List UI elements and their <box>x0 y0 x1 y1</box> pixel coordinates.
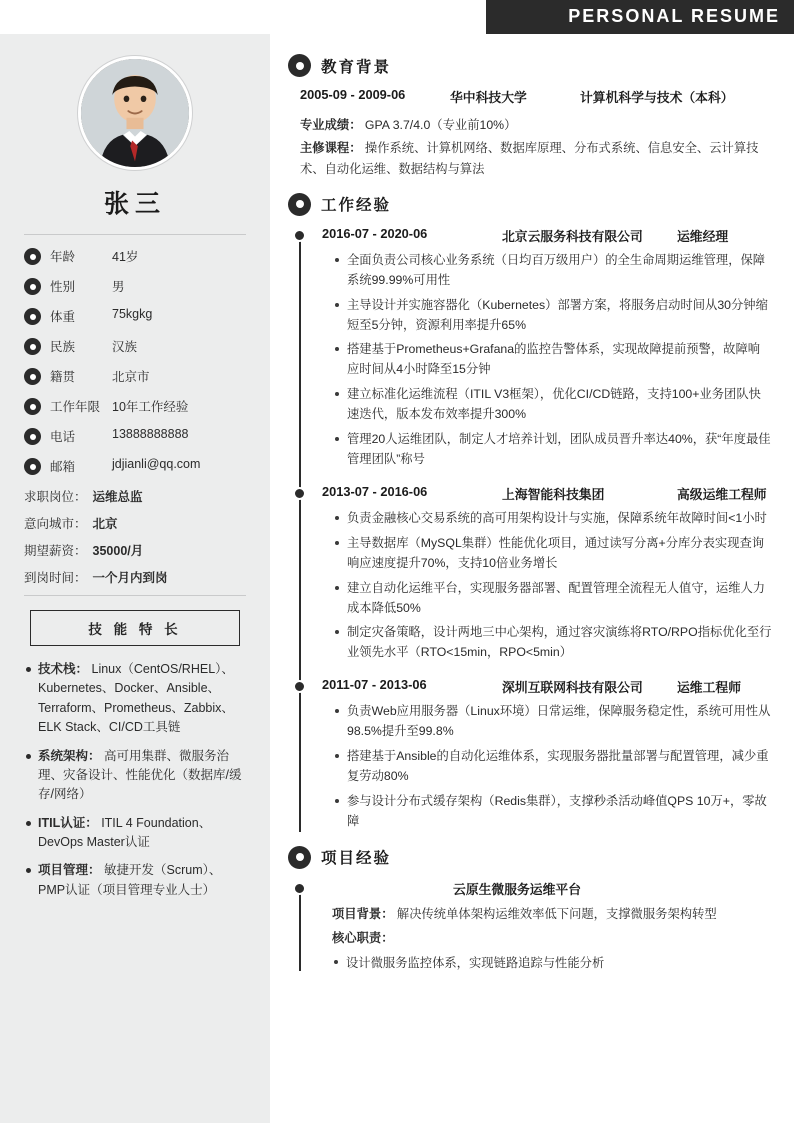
circle-icon <box>288 846 311 869</box>
duty-item: 建立标准化运维流程（ITIL V3框架），优化CI/CD链路，支持100+业务团队快速迭代，版本发布效率提升300% <box>334 385 772 425</box>
job-intent-list <box>24 487 246 586</box>
experience-duty-list <box>322 509 772 663</box>
project-row-label: 核心职责： <box>332 930 394 945</box>
info-label: 体重 <box>50 310 76 324</box>
duty-item: 管理20人运维团队，制定人才培养计划，团队成员晋升率达40%，获“年度最佳管理团队”称号 <box>334 430 772 470</box>
dot-icon <box>24 308 41 325</box>
duty-item: 搭建基于Prometheus+Grafana的监控告警体系，实现故障提前预警，故障响应时间从4小时降至15分钟 <box>334 340 772 380</box>
duty-item: 主导设计并实施容器化（Kubernetes）部署方案，将服务启动时间从30分钟缩短至5分钟，资源利用率提升65% <box>334 296 772 336</box>
education-major: 计算机科学与技术（本科） <box>580 90 734 105</box>
skill-item-tech-stack <box>24 660 246 738</box>
job-intent-label: 期望薪资： <box>24 544 87 558</box>
project-row-text: 解决传统单体架构运维效率低下问题，支撑微服务架构转型 <box>393 906 717 921</box>
info-label: 籍贯 <box>50 370 76 384</box>
experience-timeline <box>288 226 772 832</box>
info-row-age <box>24 247 246 265</box>
info-label: 工作年限 <box>50 400 101 414</box>
timeline-dot-icon <box>293 229 306 242</box>
project-row-label: 项目背景： <box>332 906 394 921</box>
dot-icon <box>24 338 41 355</box>
duty-item: 搭建基于Ansible的自动化运维体系，实现服务器批量部署与配置管理，减少重复劳动80% <box>334 747 772 787</box>
skill-label: 系统架构： <box>38 748 101 763</box>
experience-item <box>322 226 772 470</box>
duty-item: 全面负责公司核心业务系统（日均百万级用户）的全生命周期运维管理，保障系统99.99%可用性 <box>334 251 772 291</box>
info-row-hometown <box>24 367 246 385</box>
experience-item <box>322 484 772 663</box>
info-value: 10年工作经验 <box>112 400 189 414</box>
job-intent-position <box>24 487 246 505</box>
header-bar <box>486 0 794 34</box>
dot-icon <box>24 248 41 265</box>
job-intent-value: 一个月内到岗 <box>92 571 168 585</box>
skill-text: 敏捷开发（Scrum）、PMP认证（项目管理专业人士） <box>38 863 222 897</box>
sidebar <box>0 34 270 1123</box>
info-label: 年龄 <box>50 250 76 264</box>
job-intent-value: 北京 <box>92 517 118 531</box>
duty-item: 制定灾备策略，设计两地三中心架构，通过容灾演练将RTO/RPO指标优化至行业领先水平（RTO<15min，RPO<5min） <box>334 623 772 663</box>
info-row-gender <box>24 277 246 295</box>
project-item <box>322 879 772 971</box>
info-value: 男 <box>112 280 125 294</box>
main-content <box>270 34 794 1123</box>
dot-icon <box>24 398 41 415</box>
section-header-education <box>288 54 772 77</box>
duty-item: 负责Web应用服务器（Linux环境）日常运维，保障服务稳定性，系统可用性从98.5%提升至99.8% <box>334 702 772 742</box>
person-avatar-icon <box>81 59 189 167</box>
skill-item-architecture <box>24 747 246 805</box>
education-headline <box>300 87 772 106</box>
job-intent-value: 35000/月 <box>92 544 144 558</box>
section-title: 教育背景 <box>321 58 392 76</box>
education-courses <box>300 138 772 179</box>
duty-item: 参与设计分布式缓存架构（Redis集群），支撑秒杀活动峰值QPS 10万+，零故障 <box>334 792 772 832</box>
education-row-label: 专业成绩： <box>300 118 362 132</box>
timeline-dot-icon <box>293 487 306 500</box>
education-gpa <box>300 115 772 135</box>
info-label: 性别 <box>50 280 76 294</box>
project-title: 云原生微服务运维平台 <box>453 881 581 897</box>
experience-headline <box>322 677 772 696</box>
skills-title: 技 能 特 长 <box>30 610 240 646</box>
job-intent-label: 求职岗位： <box>24 490 87 504</box>
info-value: 13888888888 <box>112 427 189 441</box>
info-row-email <box>24 457 246 475</box>
experience-company: 北京云服务科技有限公司 <box>502 228 643 244</box>
experience-item <box>322 677 772 831</box>
education-row-text: 操作系统、计算机网络、数据库原理、分布式系统、信息安全、云计算技术、自动化运维、数据结构与算法 <box>300 141 759 176</box>
avatar <box>78 56 192 170</box>
project-sub-item: 设计微服务监控体系，实现链路追踪与性能分析 <box>322 953 772 971</box>
candidate-name: 张三 <box>103 190 166 218</box>
experience-company: 上海智能科技集团 <box>502 486 605 502</box>
dot-icon <box>24 368 41 385</box>
info-label: 电话 <box>50 430 76 444</box>
info-value: 北京市 <box>112 370 150 384</box>
duty-item: 主导数据库（MySQL集群）性能优化项目，通过读写分离+分库分表实现查询响应速度提升70%，支持10倍业务增长 <box>334 534 772 574</box>
divider-top <box>24 234 246 235</box>
job-intent-label: 意向城市： <box>24 517 87 531</box>
info-row-phone <box>24 427 246 445</box>
info-value: 41岁 <box>112 250 139 264</box>
job-intent-salary <box>24 541 246 559</box>
projects-timeline <box>288 879 772 971</box>
skill-label: ITIL认证： <box>38 815 98 830</box>
project-responsibilities <box>322 929 772 949</box>
section-header-experience <box>288 193 772 216</box>
section-header-projects <box>288 846 772 869</box>
info-row-weight <box>24 307 246 325</box>
experience-duty-list <box>322 251 772 470</box>
experience-date: 2013-07 - 2016-06 <box>322 483 428 499</box>
duty-item: 建立自动化运维平台，实现服务器部署、配置管理全流程无人值守，运维人力成本降低50% <box>334 579 772 619</box>
experience-company: 深圳互联网科技有限公司 <box>502 680 643 696</box>
timeline-dot-icon <box>293 680 306 693</box>
job-intent-city <box>24 514 246 532</box>
experience-role: 高级运维工程师 <box>677 486 767 502</box>
info-label: 民族 <box>50 340 76 354</box>
job-intent-value: 运维总监 <box>92 490 143 504</box>
education-row-text: GPA 3.7/4.0（专业前10%） <box>361 118 517 132</box>
phone-icon <box>24 428 41 445</box>
skill-label: 技术栈： <box>38 662 89 676</box>
experience-date: 2011-07 - 2013-06 <box>322 677 427 693</box>
timeline-dot-icon <box>293 882 306 895</box>
duty-item: 负责金融核心交易系统的高可用架构设计与实施，保障系统年故障时间<1小时 <box>334 509 772 529</box>
experience-headline <box>322 484 772 503</box>
circle-icon <box>288 193 311 216</box>
experience-duty-list <box>322 702 772 831</box>
experience-role: 运维经理 <box>677 228 729 244</box>
experience-headline <box>322 226 772 245</box>
info-value: 75kgkg <box>112 307 153 321</box>
circle-icon <box>288 54 311 77</box>
info-value: jdjianli@qq.com <box>112 457 201 471</box>
skill-item-project-management <box>24 861 246 900</box>
dot-icon <box>24 278 41 295</box>
skill-text: Linux（CentOS/RHEL）、Kubernetes、Docker、Ansible、Terraform、Prometheus、Zabbix、ELK Stack、CI/CD工具链 <box>38 662 234 735</box>
info-row-ethnicity <box>24 337 246 355</box>
education-school: 华中科技大学 <box>450 90 527 105</box>
job-intent-availability <box>24 568 246 586</box>
skill-label: 项目管理： <box>38 863 101 878</box>
page-title: PERSONAL RESUME <box>568 6 780 26</box>
experience-role: 运维工程师 <box>677 680 741 696</box>
skill-item-itil <box>24 814 246 853</box>
info-value: 汉族 <box>112 340 138 354</box>
divider-skills <box>24 595 246 596</box>
info-row-years <box>24 397 246 415</box>
skill-text: 高可用集群、微服务治理、灾备设计、性能优化（数据库/缓存/网络） <box>38 748 242 802</box>
skill-text: ITIL 4 Foundation、DevOps Master认证 <box>38 815 212 849</box>
personal-info-list <box>24 247 246 475</box>
skills-list <box>24 660 246 900</box>
mail-icon <box>24 458 41 475</box>
info-label: 邮箱 <box>50 460 76 474</box>
education-row-label: 主修课程： <box>300 141 362 156</box>
section-title: 项目经验 <box>321 850 392 868</box>
section-title: 工作经验 <box>321 197 392 215</box>
education-block <box>288 87 772 179</box>
experience-date: 2016-07 - 2020-06 <box>322 225 428 241</box>
education-date: 2005-09 - 2009-06 <box>300 87 406 102</box>
job-intent-label: 到岗时间： <box>24 571 87 585</box>
project-background <box>322 905 772 925</box>
